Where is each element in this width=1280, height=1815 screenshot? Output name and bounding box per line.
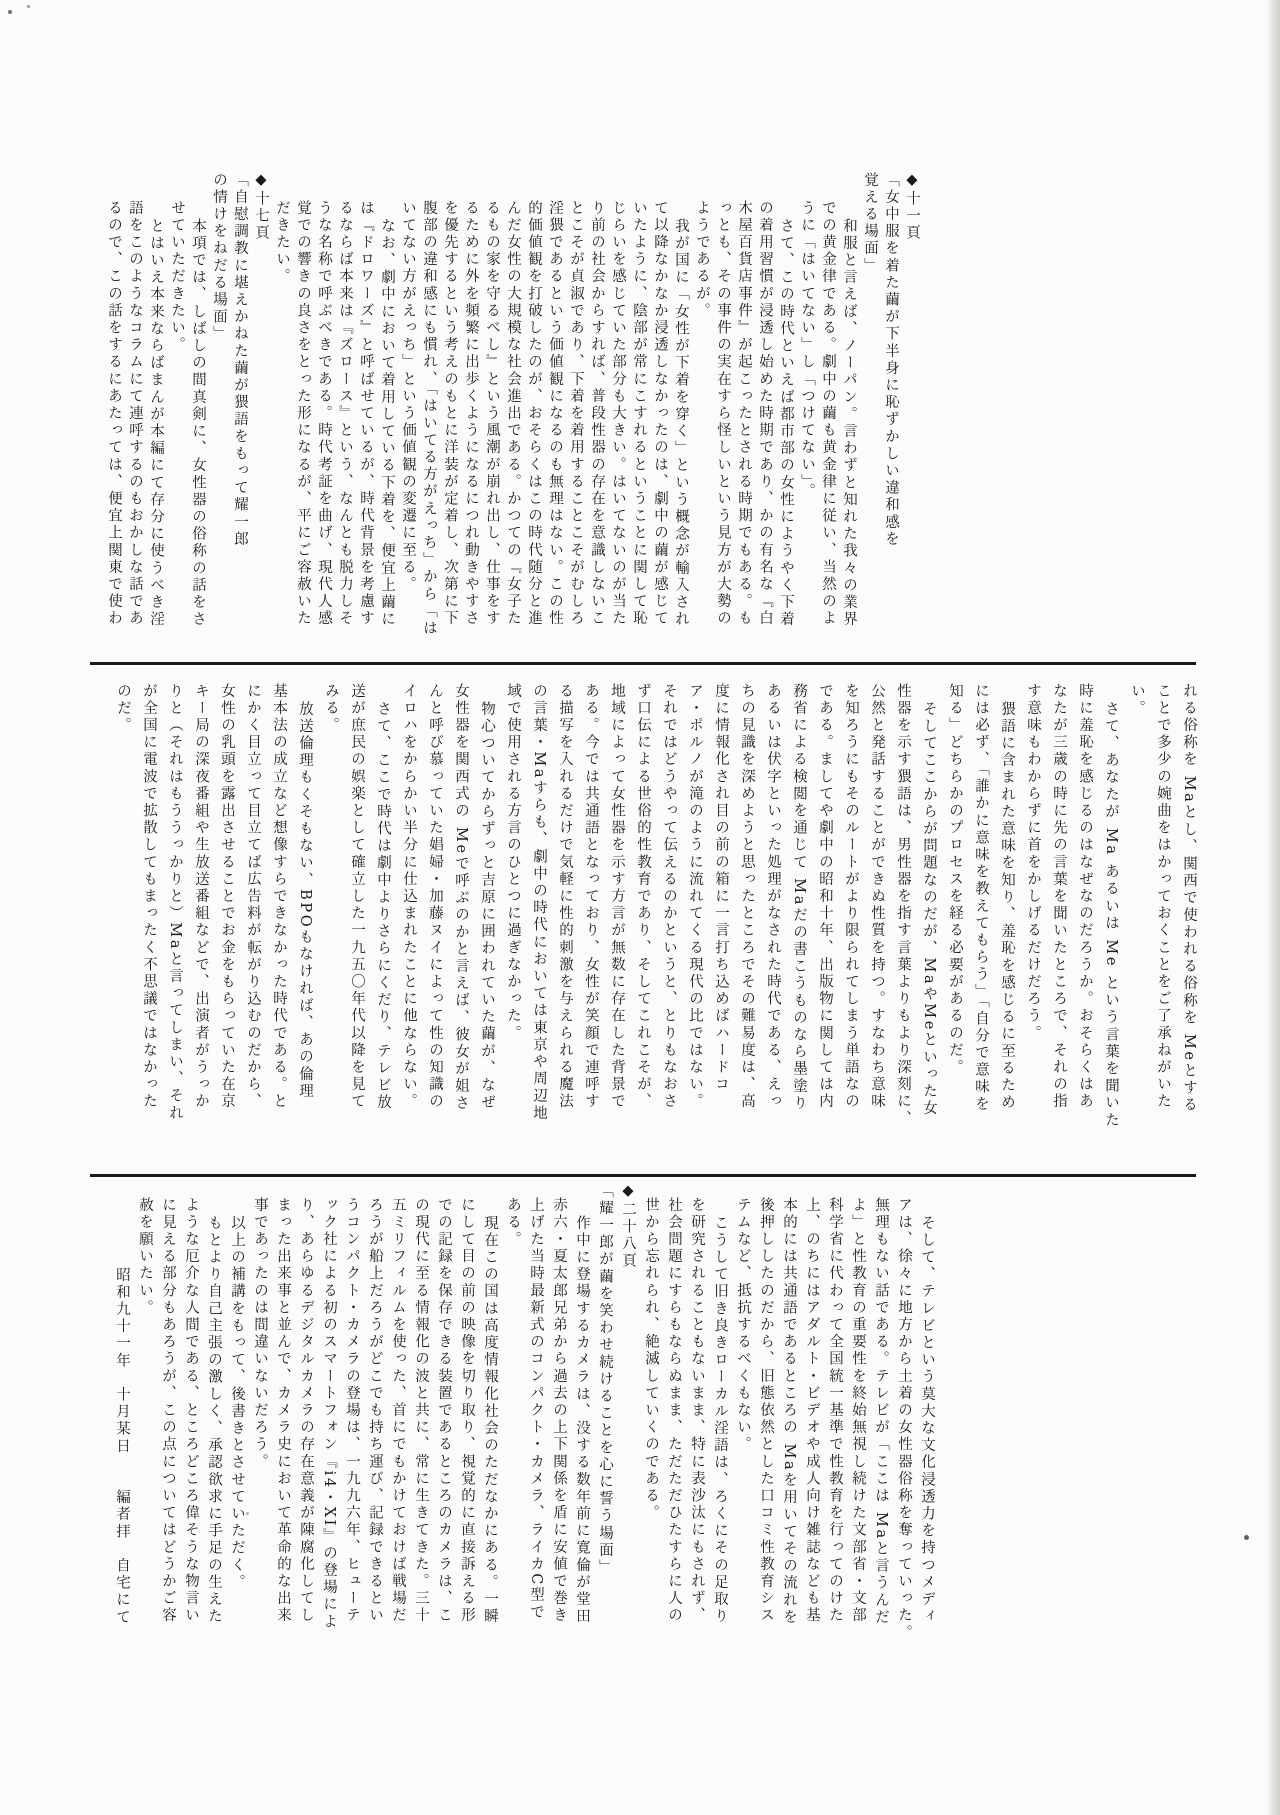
text-column: うな名称で呼ぶべきである。時代考証を曲げ、現代人感 xyxy=(316,200,332,628)
text-column: るもの家を守るべし』という風潮が崩れ出し、仕事をす xyxy=(484,200,500,628)
text-column: もとより自己主張の激しく、承認欲求に手足の生えた xyxy=(206,1215,222,1626)
text-column: ず口伝による世俗的性教育であり、そしてこれこそが、 xyxy=(635,683,651,1111)
text-column: アは、徐々に地方から土着の女性器俗称を奪っていった。 xyxy=(896,1197,912,1642)
text-column: 性器を示す猥語は、男性器を指す言葉よりもより深刻に、 xyxy=(895,683,911,1128)
text-column: テムなど、抵抗するべくもない。 xyxy=(735,1197,751,1454)
text-column: 知る」どちらかのプロセスを経る必要があるのだ。 xyxy=(947,683,963,1077)
text-column: いてない方がえっち」という価値観の変遷に至る。 xyxy=(400,200,416,594)
text-column: 我が国に「女性が下着を穿く」という概念が輸入され xyxy=(673,218,689,629)
section-heading-column: の情けをねだる場面」 xyxy=(211,172,227,343)
text-band-2 xyxy=(115,683,1197,1128)
text-column: 後押ししたのだから、旧態依然とした口コミ性教育シス xyxy=(758,1197,774,1625)
text-column: せていただきたい。 xyxy=(169,200,185,354)
text-column: り前の社会からすれば、普段性器の存在を意識しないこ xyxy=(589,200,605,628)
text-column: 務省による検閲を通じて Maだの書こうものなら墨塗り xyxy=(791,683,807,1113)
text-column: なたが三歳の時に先の言葉を聞いたところで、それの指 xyxy=(1051,683,1067,1111)
text-column: にして目の前の映像を切り取り、視覚的に直接訴える形 xyxy=(459,1197,475,1625)
section-divider-rule-1 xyxy=(90,662,1196,665)
text-column: とはいえ本来ならばまんが本編にて存分に使うべき淫 xyxy=(148,218,164,629)
text-column: を研究されることもないまま、特に表沙汰にもされず、 xyxy=(689,1197,705,1625)
section-heading-column: ◆十七頁 xyxy=(253,172,269,242)
text-column: みる。 xyxy=(323,683,339,735)
text-column: を優先するという考えのもとに洋装が定着し、次第に下 xyxy=(442,200,458,628)
text-column: ようであるが。 xyxy=(694,200,710,320)
text-column: それではどうやって伝えるのかというと、とりもなおさ xyxy=(661,683,677,1111)
text-column: 覚での響きの良さをとった形になるが、平にご容赦いた xyxy=(295,200,311,628)
text-band-3 xyxy=(88,1183,935,1642)
text-column: 的価値観を打破したのが、おそらくはこの時代随分と進 xyxy=(526,200,542,628)
text-column: こうして旧き良きローカル淫語は、ろくにその足取り xyxy=(712,1215,728,1626)
text-band-1 xyxy=(106,172,920,643)
text-column: て以降なかなか浸透しなかったのは、劇中の繭が感じて xyxy=(652,200,668,628)
text-column: ある。今では共通語となっており、女性が笑顔で連呼す xyxy=(583,683,599,1111)
text-column: には必ず、「誰かに意味を教えてもらう」「自分で意味を xyxy=(973,683,989,1114)
text-column: るために外を頻繁に出歩くようになるにつれ動きやすさ xyxy=(463,200,479,628)
text-column: 物心ついてからずっと吉原に囲われていた繭が、なぜ xyxy=(479,701,495,1112)
text-column: ア・ポルノが滝のように流れてくる現代の比ではない。 xyxy=(687,683,703,1111)
text-column: 女性器を関西式の Meで呼ぶのかと言えば、彼女が姐さ xyxy=(453,683,469,1113)
text-column: さて、この時代といえば都市部の女性にようやく下着 xyxy=(778,218,794,629)
text-column: は『ドロワーズ』と呼ばせているが、時代背景を考慮す xyxy=(358,200,374,628)
text-column: い。 xyxy=(1129,683,1145,718)
section-heading-column: ◆二十八頁 xyxy=(620,1183,636,1270)
text-column: 放送倫理もくそもない、BPOもなければ、あの倫理 xyxy=(297,701,313,1101)
text-column: いたように、陰部が常にこすれるということに関して恥 xyxy=(631,200,647,628)
text-column: の現代に至る情報化の波と共に、常に生きてきた。三十 xyxy=(413,1197,429,1625)
text-column: 本項では、しばしの間真剣に、女性器の俗称の話をさ xyxy=(190,218,206,629)
text-column: る描写を入れるだけで気軽に性的刺激を与えられる魔法 xyxy=(557,683,573,1111)
scan-speckle xyxy=(8,10,12,14)
text-column: す意味もわからずに首をかしげるだけだろう。 xyxy=(1025,683,1041,1043)
text-column: の着用習慣が浸透し始めた時期であり、かの有名な『白 xyxy=(757,200,773,628)
text-column: 作中に登場するカメラは、没する数年前に寛倫が堂田 xyxy=(574,1215,590,1626)
text-column: じらいを感じていた部分も大きい。はいてないのが当た xyxy=(610,200,626,628)
text-column: 赦を願いたい。 xyxy=(137,1197,153,1317)
text-column: よ」と性教育の重要性を終始無視し続けた文部省・文部 xyxy=(850,1197,866,1625)
text-column: 五ミリフィルムを使った、首にでもかけておけば戦場だ xyxy=(390,1197,406,1625)
text-column: 上げた当時最新式のコンパクト・カメラ、ライカC型で xyxy=(528,1197,544,1622)
text-column: だきたい。 xyxy=(274,200,290,286)
text-column: での黄金律である。劇中の繭も黄金律に従い、当然のよ xyxy=(820,200,836,628)
text-column: んと呼び慕っていた娼婦・加藤ヌイによって性の知識の xyxy=(427,683,443,1111)
section-divider-rule-2 xyxy=(90,1174,1196,1177)
text-column: に見える部分もあろうが、この点についてはどうかご容 xyxy=(160,1197,176,1625)
text-column: ろうが船上だろうがどこでも持ち運び、記録できるとい xyxy=(367,1197,383,1625)
text-column: 猥語に含まれた意味を知り、羞恥を感じるに至るため xyxy=(999,701,1015,1112)
text-column: を知ろうにもそのルートがより限られてしまう単語なの xyxy=(843,683,859,1111)
text-column: 現在この国は高度情報化社会のただなかにある。一瞬 xyxy=(482,1215,498,1626)
text-column: である。ましてや劇中の昭和十年、出版物に関しては内 xyxy=(817,683,833,1111)
scan-speckle xyxy=(27,5,30,8)
text-column: のだ。 xyxy=(115,683,131,735)
text-column: 世から忘れられ、絶滅していくのである。 xyxy=(643,1197,659,1522)
text-column: 時に羞恥を感じるのはなぜなのだろうか。おそらくはあ xyxy=(1077,683,1093,1111)
text-column: うコンパクト・カメラの登場は、一九九六年、ヒューテ xyxy=(344,1197,360,1625)
text-column: 公然と発話することができぬ性質を持つ。すなわち意味 xyxy=(869,683,885,1111)
text-column: キー局の深夜番組や生放送番組などで、出演者がうっか xyxy=(193,683,209,1111)
text-column: あるいは伏字といった処理がなされた時代である、えっ xyxy=(765,683,781,1111)
text-column: るので、この話をするにあたっては、便宜上関東で使わ xyxy=(106,200,122,628)
text-column: の言葉・Maすらも、劇中の時代においては東京や周辺地 xyxy=(531,683,547,1123)
text-column: 上、のちにはアダルト・ビデオや成人向け雑誌なども基 xyxy=(804,1197,820,1625)
scan-speckle xyxy=(246,1512,249,1515)
text-column: 社会問題にすらもならぬまま、ただただひたすらに人の xyxy=(666,1197,682,1625)
text-column: 本的には共通語であるところの Maを用いてその流れを xyxy=(781,1197,797,1627)
text-column: ような厄介な人間である、ところどころ偉そうな物言い xyxy=(183,1197,199,1625)
text-column: 腹部の違和感にも慣れ、「はいてる方がえっち」から「は xyxy=(421,200,437,638)
text-column: そしてここからが問題なのだが、MaやMeといった女 xyxy=(921,701,937,1118)
text-column: ことで多少の婉曲をはかっておくことをご了承ねがいた xyxy=(1155,683,1171,1111)
text-column: 度に情報化され目の前の箱に一言打ち込めばハードコ xyxy=(713,683,729,1094)
text-column: 木屋百貨店事件』が起こったとされる時期でもある。も xyxy=(736,200,752,628)
page-edge-shadow xyxy=(1266,0,1280,1815)
text-column: 科学省に代わって全国統一基準で性教育を行ってのけた xyxy=(827,1197,843,1625)
section-heading-column: 覚える場面」 xyxy=(862,172,878,275)
text-column: とこそが貞淑であり、下着を着用することこそがむしろ xyxy=(568,200,584,628)
text-column: 以上の補講をもって、後書きとさせていただく。 xyxy=(229,1215,245,1592)
text-column: 淫猥であるという価値観になるのも無理はない。この性 xyxy=(547,200,563,628)
section-heading-column: 「耀一郎が繭を笑わせ続けることを心に誓う場面」 xyxy=(597,1183,613,1577)
text-column: にかく目立って目立てば広告料が転がり込むのだから、 xyxy=(245,683,261,1111)
text-column: 事であったのは間違いないだろう。 xyxy=(252,1197,268,1471)
text-column: るならば本来は『ズロース』という、なんとも脱力しそ xyxy=(337,200,353,628)
text-column: っとも、その事件の実在すら怪しいという見方が大勢の xyxy=(715,200,731,628)
text-column: 和服と言えば、ノーパン。言わずと知れた我々の業界 xyxy=(841,218,857,629)
text-column: 域で使用される方言のひとつに過ぎなかった。 xyxy=(505,683,521,1043)
text-column: れる俗称を Maとし、関西で使われる俗称を Meとする xyxy=(1181,683,1197,1114)
text-column: り、あらゆるデジタルカメラの存在意義が陳腐化してし xyxy=(298,1197,314,1625)
scan-speckle xyxy=(1244,1535,1249,1540)
text-column: りと（それはもううっかりと）Maと言ってしまい、それ xyxy=(167,683,183,1123)
text-column: 送が庶民の娯楽として確立した一九五〇年代以降を見て xyxy=(349,683,365,1111)
text-column: イロハをからかい半分に仕込まれたことに他ならない。 xyxy=(401,683,417,1111)
text-column: うに「はいてない」し「つけてない」。 xyxy=(799,200,815,501)
text-column: なお、劇中において着用している下着を、便宜上繭に xyxy=(379,218,395,629)
text-column: ック社による初のスマートフォン『i4・XI』の登場によ xyxy=(321,1197,337,1631)
colophon-column: 昭和九十一年 十月某日 編者拝 自宅にて xyxy=(114,1267,130,1627)
text-column: さて、あなたが Ma あるいは Me という言葉を聞いた xyxy=(1103,701,1119,1130)
text-column: 基本法の成立など想像すらできなかった時代である。と xyxy=(271,683,287,1111)
text-column: での記録を保存できる装置であるところのカメラは、こ xyxy=(436,1197,452,1625)
section-heading-column: 「自慰調教に堪えかねた繭が猥語をもって耀一郎 xyxy=(232,172,248,549)
section-heading-column: 「女中服を着た繭が下半身に恥ずかしい違和感を xyxy=(883,172,899,549)
text-column: 女性の乳頭を露出させることでお金をもらっていた在京 xyxy=(219,683,235,1111)
text-column: が全国に電波で拡散してもまったく不思議ではなかった xyxy=(141,683,157,1111)
text-column: さて、ここで時代は劇中よりさらにくだり、テレビ放 xyxy=(375,701,391,1112)
text-column: ある。 xyxy=(505,1197,521,1249)
text-column: 語をこのようなコラムにて連呼するのもおかしな話であ xyxy=(127,200,143,628)
text-column: ちの見識を深めようと思ったところでその難易度は、高 xyxy=(739,683,755,1111)
text-column: まった出来事と並んで、カメラ史において革命的な出来 xyxy=(275,1197,291,1625)
text-column: そして、テレビという莫大な文化浸透力を持つメディ xyxy=(919,1215,935,1626)
text-column: 無理もない話である。テレビが「ここは Maと言うんだ xyxy=(873,1197,889,1627)
text-column: 赤六・夏太郎兄弟から過去の上下関係を盾に安値で巻き xyxy=(551,1197,567,1625)
text-column: 地域によって女性器を示す方言が無数に存在した背景で xyxy=(609,683,625,1111)
section-heading-column: ◆十一頁 xyxy=(904,172,920,242)
text-column: んだ女性の大規模な社会進出である。かつての『女子た xyxy=(505,200,521,628)
